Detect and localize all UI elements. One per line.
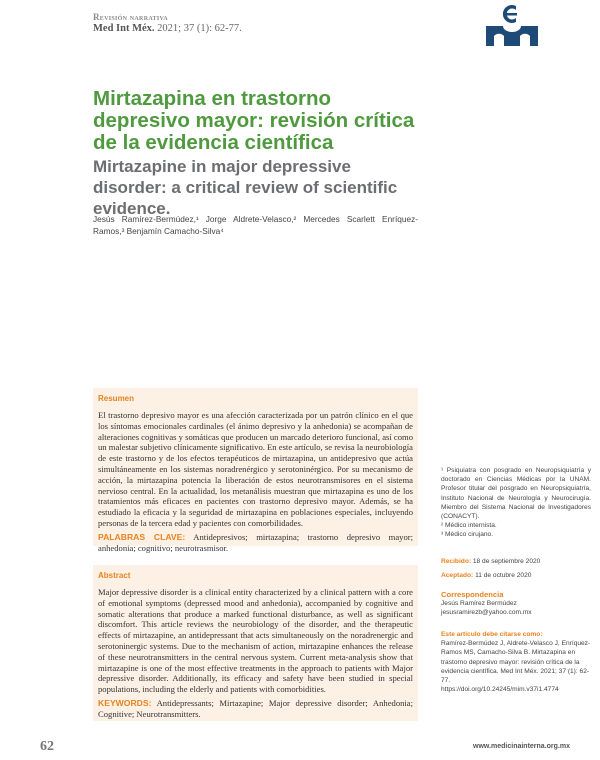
article-subtitle-english: Mirtazapine in major depressive disorder: a critical review of scientific evidence.	[93, 157, 398, 218]
section-label: Revisión narrativa	[93, 12, 168, 22]
accepted-value: 11 de octubre 2020	[473, 572, 532, 579]
received-date	[441, 557, 591, 566]
abstract-heading: Abstract	[98, 571, 131, 580]
author-list: Jesús Ramírez-Bermúdez,¹ Jorge Aldrete-Velasco,² Mercedes Scarlett Enríquez-Ramos,³ Benjamín Camacho-Silva⁴	[93, 214, 418, 236]
resumen-body: El trastorno depresivo mayor es una afección caracterizada por un patrón clínico en el que los síntomas emocionales cardinales (el ánimo depresivo y la anhedonia) se acompañan de alteraciones cognitivas y somáticas que producen un marcado deterioro funcional, así como un malestar subjetivo clínicamente significativo. En este artículo, se revisa la neurobiología de este trastorno y de los efectos terapéuticos de mirtazapina, un antidepresivo que actúa simultáneamente en los sistemas noradrenérgico y serotoninérgico. Por su mecanismo de acción, la mirtazapina potencia la liberación de estos neurotransmisores en el sistema nervioso central. En la actualidad, los metanálisis muestran que mirtazapina es uno de los tratamientos más eficaces en pacientes con trastorno depresivo mayor. Además, se ha estudiado la eficacia y la seguridad de mirtazapina en poblaciones especiales, incluyendo personas de la tercera edad y pacientes con comorbilidades.	[98, 410, 413, 528]
keywords	[98, 698, 413, 720]
correspondence	[441, 590, 591, 618]
correspondence-email[interactable]: jesusramirezb@yahoo.com.mx	[441, 609, 532, 617]
affiliations	[441, 466, 591, 540]
accepted-label: Aceptado:	[441, 572, 474, 579]
affiliation-2: ² Médico internista.	[441, 522, 497, 530]
affiliation-3: ³ Médico cirujano.	[441, 531, 494, 539]
cite-heading: Este artículo debe citarse como:	[441, 631, 543, 638]
journal-citation	[93, 23, 242, 34]
page-number: 62	[40, 739, 54, 754]
resumen-box	[93, 388, 418, 553]
received-label: Recibido:	[441, 558, 472, 565]
palabras-clave	[98, 532, 413, 554]
correspondence-heading: Correspondencia	[441, 590, 504, 599]
correspondence-name: Jesús Ramírez Bermúdez	[441, 600, 517, 608]
website-link[interactable]: www.medicinainterna.org.mx	[473, 743, 570, 750]
keywords-label: PALABRAS CLAVE:	[98, 531, 186, 542]
abstract-body: Major depressive disorder is a clinical entity characterized by a clinical pattern with a core of emotional symptoms (depressed mood and anhedonia), accompanied by cognitive and somatic alterations that produce a marked functional disturbance, as well as significant discomfort. This article reviews the neurobiology of the disorder, and the therapeutic effects of mirtazapine, an antidepressant that acts simultaneously on the noradrenergic and serotoninergic systems. Due to the mechanism of action, mirtazapine enhances the release of these neurotransmitters in the central nervous system. Current meta-analysis show that mirtazapine is one of the most effective treatments in the approach to patients with Major depressive disorder. Additionally, its efficacy and safety have been studied in special populations, including the elderly and patients with comorbidities.	[98, 587, 413, 695]
journal-name: Med Int Méx.	[93, 23, 155, 34]
resumen-heading: Resumen	[98, 394, 135, 403]
keywords-text: Antidepressants; Mirtazapine; Major depressive disorder; Anhedonia; Cognitive; Neurotransmitters.	[98, 697, 413, 719]
keywords-label: KEYWORDS:	[98, 697, 152, 708]
accepted-date	[441, 571, 591, 580]
keywords-text: Antidepresivos; mirtazapina; trastorno depresivo mayor; anhedonia; cognitivo; neurotrasmisor.	[98, 531, 414, 553]
article-title: Mirtazapina en trastorno depresivo mayor: revisión crítica de la evidencia científica	[93, 87, 415, 154]
journal-logo-icon	[486, 4, 538, 46]
affiliation-1: ¹ Psiquiatra con posgrado en Neuropsiquiatría y doctorado en Ciencias Médicas por la UNAM. Profesor titular del posgrado en Neuropsiquiatría, Instituto Nacional de Neurología y Neurocirugía. Miembro del Sistema Nacional de Investigadores (CONACYT).	[441, 467, 591, 521]
abstract-box	[93, 565, 418, 721]
citation-box	[441, 630, 591, 694]
running-header	[93, 12, 242, 34]
doi-link[interactable]: https://doi.org/10.24245/mim.v37i1.4774	[441, 686, 559, 694]
received-value: 18 de septiembre 2020	[471, 558, 541, 565]
citation-volume: 2021; 37 (1): 62-77.	[154, 23, 242, 34]
cite-text: Ramírez-Bermúdez J, Aldrete-Velasco J, Enríquez-Ramos MS, Camacho-Silva B. Mirtazapina en trastorno depresivo mayor: revisión crítica de la evidencia científica. Med Int Méx. 2021; 37 (1): 62-77.	[441, 640, 591, 685]
